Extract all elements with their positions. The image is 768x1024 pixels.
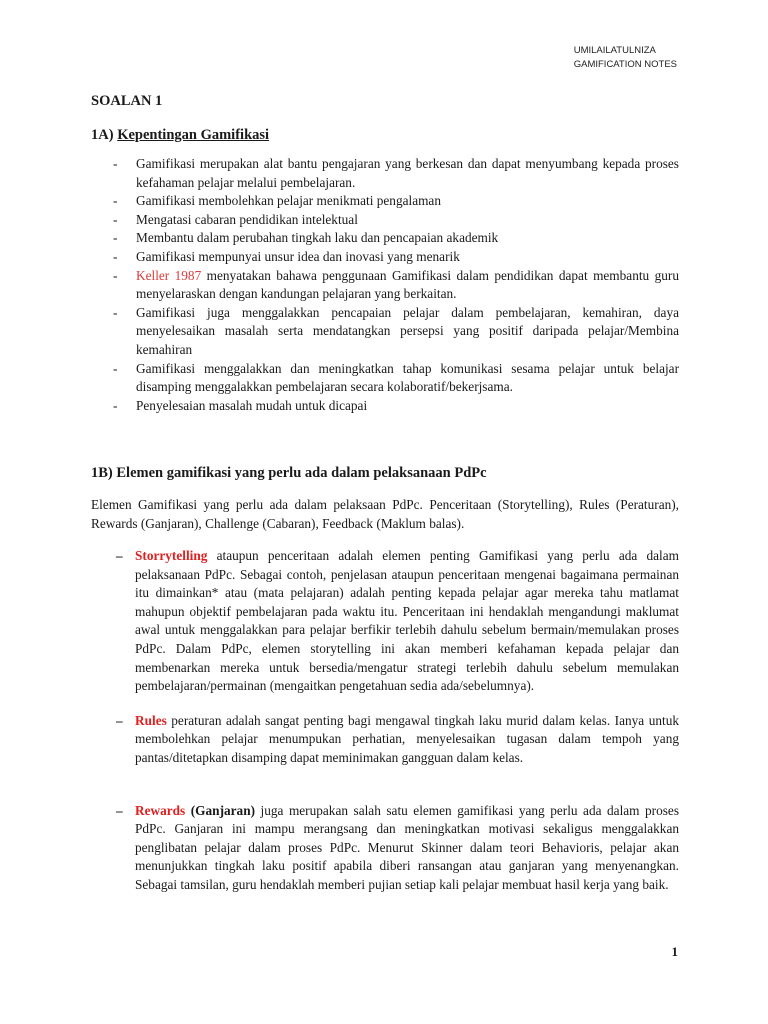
list-item: - Penyelesaian masalah mudah untuk dicapai: [113, 397, 368, 413]
document-header: [574, 44, 677, 72]
importance-list: [91, 155, 679, 415]
citation-keller: Keller 1987: [136, 267, 202, 283]
section-a-heading: [91, 127, 269, 144]
list-item: - Mengatasi cabaran pendidikan intelektual: [113, 211, 358, 227]
list-item: - Gamifikasi menggalakkan dan meningkatkan tahap komunikasi sesama pelajar untuk belajar disamping menggalakkan pembelajaran secara kolaboratif/bekerjsama.: [113, 360, 679, 395]
list-item: - Keller 1987 menyatakan bahawa penggunaan Gamifikasi dalam pendidikan dapat membantu guru menyelaraskan dengan kandungan pelajaran yang berkaitan.: [113, 267, 679, 302]
term-rules: Rules: [135, 712, 167, 728]
term-storytelling: Storrytelling: [135, 548, 208, 563]
section-b-intro: Elemen Gamifikasi yang perlu ada dalam pelaksaan PdPc. Penceritaan (Storytelling), Rules (Peraturan), Rewards (Ganjaran), Challenge (Cabaran), Feedback (Maklum balas).: [91, 497, 679, 531]
list-item: - Gamifikasi juga menggalakkan pencapaian pelajar dalam pembelajaran, kemahiran, daya menyelesaikan masalah serta mendatangkan persepsi yang positif daripada pelajar/Membina kemahiran: [113, 304, 679, 357]
list-item: - Membantu dalam perubahan tingkah laku dan pencapaian akademik: [113, 230, 499, 246]
element-storytelling: – Storrytelling ataupun penceritaan adalah elemen penting Gamifikasi yang perlu ada dalam pelaksanaan PdPc. Sebagai contoh, penjelasan ataupun penceritaan mengenai bagaimana permainan itu dimainkan* atau (mata pelajaran) adalah penting kepada pelajar agar mereka tahu matlamat mahupun objektif pembelajaran pada waktu itu. Penceritaan ini hendaklah mengandungi maklumat awal untuk menggalakkan para pelajar berfikir terlebih dahulu sebelum bermain/memulakan proses PdPc. Dalam PdPc, elemen storytelling ini akan memberi kefahaman kepada pelajar dan membenarkan mereka untuk bersedia/mengatur strategi terlebih dahulu sebelum memulakan pembelajaran/permainan (mengaitkan pengetahuan sedia ada/sebelumnya).: [116, 548, 679, 694]
term-rewards-translation: (Ganjaran): [185, 802, 256, 818]
page-number: 1: [671, 944, 678, 959]
header-subtitle: GAMIFICATION NOTES: [573, 59, 677, 70]
list-item: - Gamifikasi membolehkan pelajar menikmati pengalaman: [113, 193, 441, 209]
header-author: UMILAILATULNIZA: [573, 45, 656, 56]
element-rules: – Rules peraturan adalah sangat penting bagi mengawal tingkah laku murid dalam kelas. Ianya untuk membolehkan pelajar menumpukan perhatian, menyelesaikan tugasan dalam tempoh yang pantas/ditetapkan disamping dapat meminimakan gangguan dalam kelas.: [116, 712, 679, 765]
list-item: - Gamifikasi mempunyai unsur idea dan inovasi yang menarik: [113, 248, 460, 264]
elements-list: [116, 547, 679, 895]
section-a-title: Kepentingan Gamifikasi: [117, 127, 270, 143]
term-rewards: Rewards: [135, 802, 186, 818]
page-title: SOALAN 1: [91, 93, 163, 109]
list-item: - Gamifikasi merupakan alat bantu pengajaran yang berkesan dan dapat menyumbang kepada proses kefahaman pelajar melalui pembelajaran.: [113, 156, 679, 190]
element-rewards: – Rewards (Ganjaran) juga merupakan salah satu elemen gamifikasi yang perlu ada dalam proses PdPc. Ganjaran ini mampu merangsang dan meningkatkan motivasi sekaligus menggalakkan penglibatan pelajar dalam proses PdPc. Menurut Skinner dalam teori Behavioris, pelajar akan menunjukkan tingkah laku positif apabila diberi ransangan atau ganjaran yang menyenangkan. Sebagai tamsilan, guru hendaklah memberi pujian setiap kali pelajar membuat hasil kerja yang baik.: [116, 802, 679, 892]
section-b-heading: 1B) Elemen gamifikasi yang perlu ada dalam pelaksanaan PdPc: [91, 465, 487, 481]
section-a-prefix: 1A): [91, 127, 114, 143]
